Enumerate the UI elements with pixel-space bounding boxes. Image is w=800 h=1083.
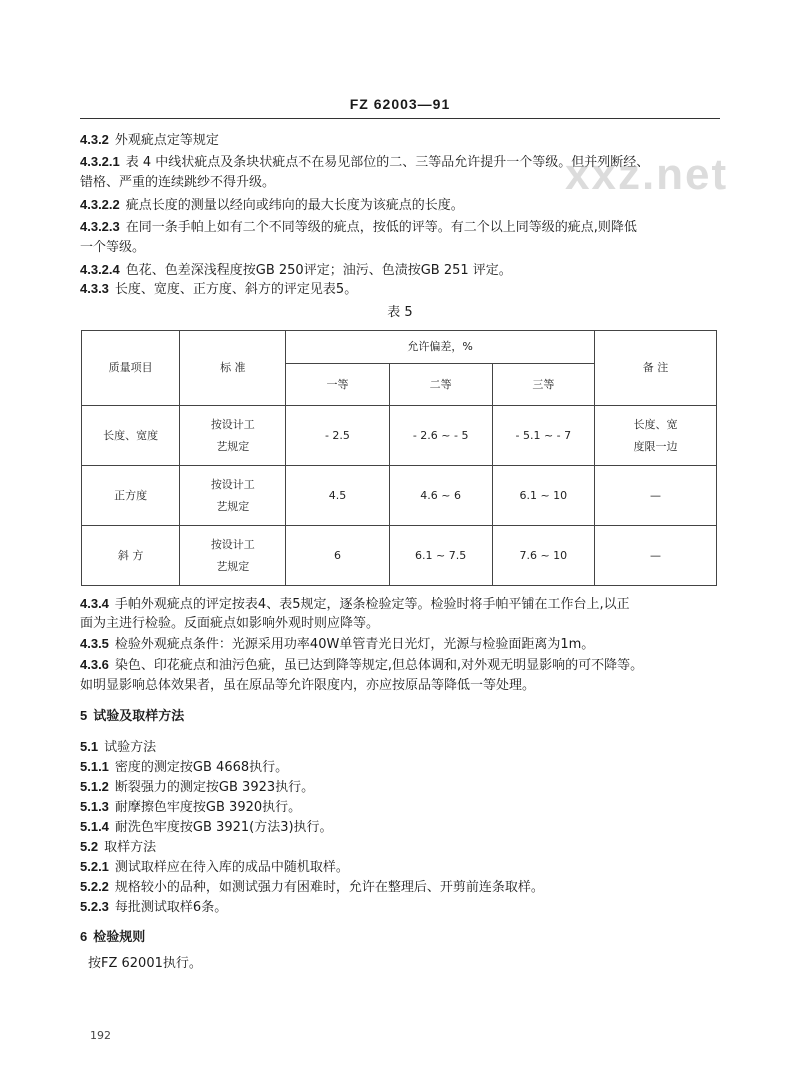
cell-grade-2: - 2.6 ~ - 5 bbox=[389, 406, 492, 466]
clause-line: 4.3.4 手帕外观疵点的评定按表4、表5规定，逐条检验定等。检验时将手帕平铺在工作台上,以正 bbox=[80, 596, 630, 612]
clause-line: 5.1.3 耐摩擦色牢度按GB 3920执行。 bbox=[80, 799, 302, 815]
header-grade-3: 三等 bbox=[492, 364, 594, 406]
clause-line: 4.3.2.2 疵点长度的测量以经向或纬向的最大长度为该疵点的长度。 bbox=[80, 197, 464, 213]
clause-line: 5.1.4 耐洗色牢度按GB 3921(方法3)执行。 bbox=[80, 819, 333, 835]
table-row bbox=[82, 526, 717, 586]
header-quality-item: 质量项目 bbox=[82, 331, 180, 406]
header-allowance: 允许偏差，% bbox=[286, 331, 595, 364]
cell-grade-3: 6.1 ~ 10 bbox=[492, 466, 594, 526]
section-heading: 6 检验规则 bbox=[80, 929, 146, 945]
cell-remark: 长度、宽 度限一边 bbox=[594, 406, 716, 466]
clause-line: 4.3.2 外观疵点定等规定 bbox=[80, 132, 219, 148]
cell-grade-3: 7.6 ~ 10 bbox=[492, 526, 594, 586]
cell-remark: — bbox=[594, 466, 716, 526]
header-grade-2: 二等 bbox=[389, 364, 492, 406]
section-heading: 5 试验及取样方法 bbox=[80, 708, 185, 724]
cell-grade-2: 4.6 ~ 6 bbox=[389, 466, 492, 526]
clause-line: 5.1.2 断裂强力的测定按GB 3923执行。 bbox=[80, 779, 315, 795]
watermark: xxz.net bbox=[565, 150, 729, 199]
clause-line: 4.3.2.4 色花、色差深浅程度按GB 250评定；油污、色渍按GB 251 评定。 bbox=[80, 262, 512, 278]
clause-continuation: 错格、严重的连续跳纱不得升级。 bbox=[80, 175, 276, 190]
cell-grade-2: 6.1 ~ 7.5 bbox=[389, 526, 492, 586]
table-5 bbox=[81, 330, 717, 586]
cell-standard: 按设计工 艺规定 bbox=[180, 406, 286, 466]
cell-item: 长度、宽度 bbox=[82, 406, 180, 466]
page-number: 192 bbox=[90, 1029, 111, 1042]
clause-line: 4.3.2.3 在同一条手帕上如有二个不同等级的疵点，按低的评等。有二个以上同等级的疵点,则降低 bbox=[80, 219, 637, 235]
clause-line: 5.2.1 测试取样应在待入库的成品中随机取样。 bbox=[80, 859, 349, 875]
cell-grade-3: - 5.1 ~ - 7 bbox=[492, 406, 594, 466]
clause-line: 4.3.6 染色、印花疵点和油污色疵，虽已达到降等规定,但总体调和,对外观无明显影响的可不降等。 bbox=[80, 657, 644, 673]
cell-item: 正方度 bbox=[82, 466, 180, 526]
table-row bbox=[82, 466, 717, 526]
table-row bbox=[82, 406, 717, 466]
document-code-header: FZ 62003—91 bbox=[349, 96, 451, 112]
cell-grade-1: - 2.5 bbox=[286, 406, 389, 466]
header-rule bbox=[80, 118, 720, 119]
cell-grade-1: 6 bbox=[286, 526, 389, 586]
clause-continuation: 如明显影响总体效果者，虽在原品等允许限度内，亦应按原品等降低一等处理。 bbox=[80, 678, 536, 693]
clause-continuation: 面为主进行检验。反面疵点如影响外观时则应降等。 bbox=[80, 616, 380, 631]
header-grade-1: 一等 bbox=[286, 364, 389, 406]
clause-line: 5.2.2 规格较小的品种，如测试强力有困难时，允许在整理后、开剪前连条取样。 bbox=[80, 879, 544, 895]
clause-line: 4.3.3 长度、宽度、正方度、斜方的评定见表5。 bbox=[80, 281, 358, 297]
cell-item: 斜 方 bbox=[82, 526, 180, 586]
clause-line: 4.3.5 检验外观疵点条件：光源采用功率40W单管青光日光灯，光源与检验面距离为1m。 bbox=[80, 636, 595, 652]
clause-line: 4.3.2.1 表 4 中线状疵点及条块状疵点不在易见部位的二、三等品允许提升一个等级。但并列断经、 bbox=[80, 154, 650, 170]
cell-remark: — bbox=[594, 526, 716, 586]
subsection-heading: 5.1 试验方法 bbox=[80, 739, 157, 755]
header-standard: 标 准 bbox=[180, 331, 286, 406]
header-remark: 备 注 bbox=[594, 331, 716, 406]
cell-grade-1: 4.5 bbox=[286, 466, 389, 526]
table-caption: 表 5 bbox=[387, 305, 413, 320]
cell-standard: 按设计工 艺规定 bbox=[180, 526, 286, 586]
clause-line: 5.1.1 密度的测定按GB 4668执行。 bbox=[80, 759, 289, 775]
clause-continuation: 一个等级。 bbox=[80, 240, 146, 255]
clause-line: 5.2.3 每批测试取样6条。 bbox=[80, 899, 228, 915]
subsection-heading: 5.2 取样方法 bbox=[80, 839, 157, 855]
cell-standard: 按设计工 艺规定 bbox=[180, 466, 286, 526]
clause-continuation: 按FZ 62001执行。 bbox=[88, 956, 202, 971]
